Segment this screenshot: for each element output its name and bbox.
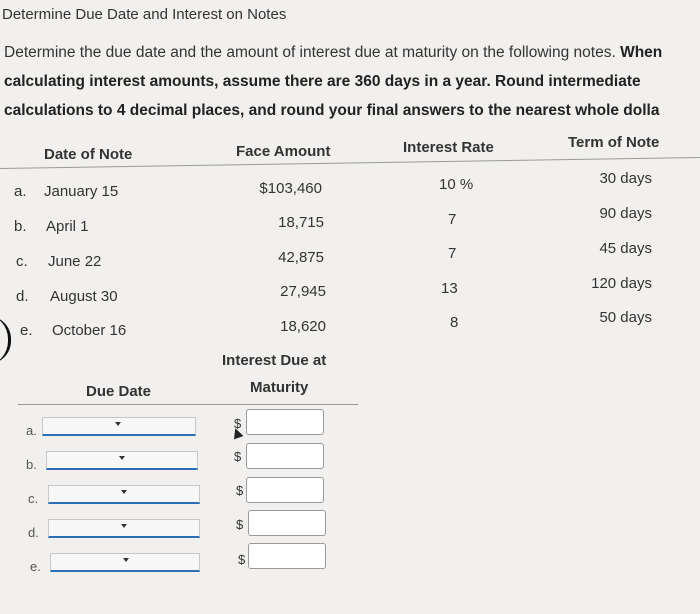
due-date-select-d[interactable] [48,519,200,538]
instructions-bold: When [620,44,663,61]
chevron-down-icon [123,558,129,562]
row-rate: 10 % [439,176,474,193]
header-due-date: Due Date [86,383,152,400]
row-letter: c. [16,253,28,270]
interest-input-a[interactable] [246,409,324,435]
instructions-line-2 [4,67,700,96]
row-date: August 30 [50,288,118,305]
dollar-sign: $ [236,517,244,532]
header-term-of-note: Term of Note [568,134,660,151]
row-letter: b. [14,218,27,235]
row-rate: 7 [448,211,457,228]
row-term: 30 days [599,170,652,187]
interest-input-e[interactable] [248,543,326,569]
row-rate: 8 [450,314,459,331]
interest-input-d[interactable] [248,510,326,536]
row-term: 45 days [599,240,652,257]
row-face: 42,875 [278,249,324,266]
instructions-line-1 [4,38,700,67]
dollar-sign: $ [234,449,242,464]
row-face: $103,460 [259,180,322,197]
row-date: June 22 [48,253,102,270]
dollar-sign: $ [236,483,244,498]
interest-input-b[interactable] [246,443,324,469]
row-term: 90 days [599,205,652,222]
due-date-select-a[interactable] [42,417,196,436]
due-date-select-e[interactable] [50,553,200,572]
interest-input-c[interactable] [246,477,324,503]
row-date: October 16 [52,322,127,339]
header-interest-due: Interest Due at [222,352,327,369]
answer-header-divider [18,404,358,405]
answer-row-letter: c. [28,491,39,506]
page-title: Determine Due Date and Interest on Notes [2,6,287,23]
row-term: 120 days [591,275,652,292]
answer-row-letter: d. [28,525,39,540]
header-date-of-note: Date of Note [44,146,133,163]
chevron-down-icon [121,490,127,494]
chevron-down-icon [119,456,125,460]
instructions-line-3 [4,96,700,125]
answer-row-letter: b. [26,457,37,472]
row-term: 50 days [599,309,652,326]
instructions-text: Determine the due date and the amount of interest due at maturity on the following notes. [4,44,616,61]
row-date: April 1 [46,218,89,235]
dollar-sign: $ [238,552,246,567]
row-face: 18,620 [280,318,326,335]
row-rate: 7 [448,245,457,262]
instructions [4,38,700,125]
instructions-bold: calculating interest amounts, assume there are 360 days in a year. Round intermediate [4,73,641,90]
mouse-cursor-icon [231,427,244,440]
header-interest-rate: Interest Rate [403,139,494,156]
row-rate: 13 [441,280,458,297]
row-letter: e. [20,322,33,339]
instructions-bold: calculations to 4 decimal places, and round your final answers to the nearest whole dolla [4,102,660,119]
row-date: January 15 [44,183,119,200]
row-face: 27,945 [280,283,326,300]
bracket-decoration [0,316,11,364]
header-face-amount: Face Amount [236,143,331,160]
answer-row-letter: a. [26,423,37,438]
chevron-down-icon [115,422,121,426]
row-letter: d. [16,288,29,305]
row-face: 18,715 [278,214,324,231]
header-interest-maturity: Maturity [250,379,309,396]
chevron-down-icon [121,524,127,528]
answer-row-letter: e. [30,559,41,574]
due-date-select-b[interactable] [46,451,198,470]
row-letter: a. [14,183,27,200]
due-date-select-c[interactable] [48,485,200,504]
dollar-sign: $ [234,416,242,431]
